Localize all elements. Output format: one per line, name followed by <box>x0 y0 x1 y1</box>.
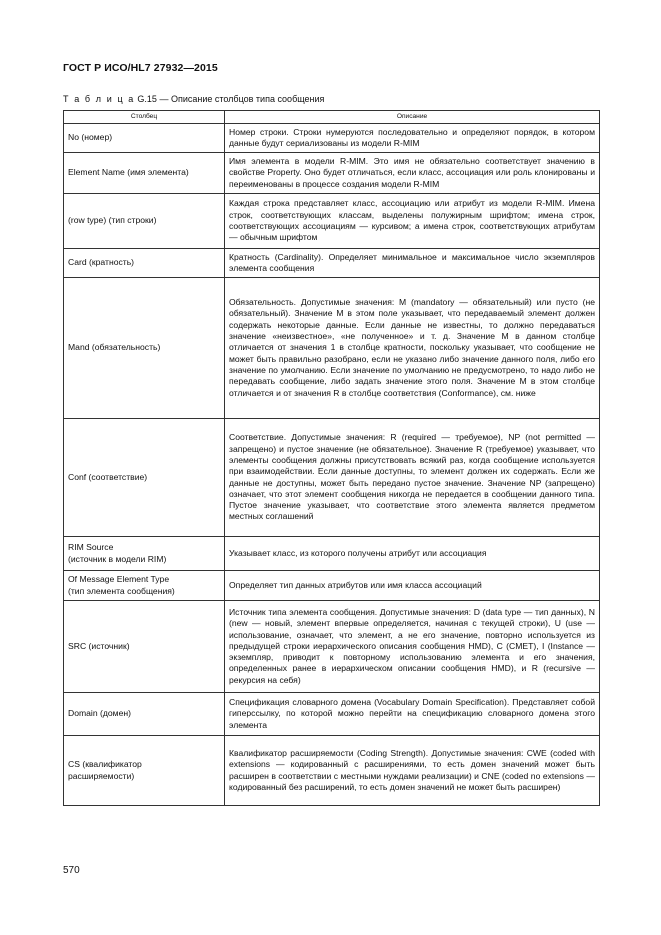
message-type-columns-table <box>63 110 600 806</box>
row-column-name: Domain (домен) <box>64 693 225 736</box>
document-header: ГОСТ Р ИСО/HL7 27932—2015 <box>63 62 218 74</box>
row-description: Источник типа элемента сообщения. Допустимые значения: D (data type — тип данных), N (new — новый, элемент впервые определяется, начиная с текущей строки), U (use — использование, означает, что элемент, а не его значение, повторно используется из предыдущей строки иерархического описания сообщения HMD), C (CMET), I (Instance — экземпляр, приводит к повторному использованию элемента и его значения, определенных ранее в иерархическом описании сообщения HMD), и R (recursive — рекурсия на себя) <box>225 601 600 693</box>
row-column-name: (row type) (тип строки) <box>64 194 225 249</box>
row-description: Квалификатор расширяемости (Coding Strength). Допустимые значения: CWE (coded with extensions — кодированный с расширениями, то есть домен значений может быть расширен в соответствии с местными нуждами реализации) и CNE (coded no extensions — кодированный без расширений, то есть домен значений не может быть расширен) <box>225 736 600 806</box>
table-row <box>64 194 600 249</box>
page-number: 570 <box>63 865 80 876</box>
row-description: Кратность (Cardinality). Определяет минимальное и максимальное число экземпляров элемента сообщения <box>225 249 600 278</box>
row-description: Номер строки. Строки нумеруются последовательно и определяют порядок, в котором данные будут сериализованы из модели R-MIM <box>225 124 600 153</box>
table-caption-label: Т а б л и ц а <box>63 94 135 104</box>
table-row <box>64 153 600 194</box>
row-column-name: Card (кратность) <box>64 249 225 278</box>
table-caption-title: — Описание столбцов типа сообщения <box>156 94 325 104</box>
row-column-name: CS (квалификатор расширяемости) <box>64 736 225 806</box>
table-row <box>64 249 600 278</box>
table-caption-number: G.15 <box>137 94 157 104</box>
row-description: Определяет тип данных атрибутов или имя класса ассоциаций <box>225 571 600 601</box>
row-column-name: RIM Source (источник в модели RIM) <box>64 537 225 571</box>
column-header-description: Описание <box>225 111 600 124</box>
table-row <box>64 571 600 601</box>
table-row <box>64 601 600 693</box>
row-description: Спецификация словарного домена (Vocabulary Domain Specification). Представляет собой гиперссылку, по которой можно перейти на спецификацию словарного домена этого элемента <box>225 693 600 736</box>
table-header-row <box>64 111 600 124</box>
row-description: Каждая строка представляет класс, ассоциацию или атрибут из модели R-MIM. Имена строк, соответствующих классам, выделены полужирным шрифтом; имена строк, соответствующих ассоциациям — курсивом; а имена строк, соответствующих атрибутам — обычным шрифтом <box>225 194 600 249</box>
table-row <box>64 419 600 537</box>
row-column-name: Of Message Element Type (тип элемента сообщения) <box>64 571 225 601</box>
row-description: Имя элемента в модели R-MIM. Это имя не обязательно соответствует значению в свойстве Property. Оно будет отличаться, если класс, ассоциация или роль клонированы и переименованы в процессе создания модели R-MIM <box>225 153 600 194</box>
row-column-name: Element Name (имя элемента) <box>64 153 225 194</box>
table-row <box>64 537 600 571</box>
table-row <box>64 124 600 153</box>
table-row <box>64 278 600 419</box>
row-description: Соответствие. Допустимые значения: R (required — требуемое), NP (not permitted — запрещено) и пустое значение (не обязательное). Значение R (требуемое) указывает, что элементы сообщения должны присутствовать всякий раз, когда сообщение используется при взаимодействии. Если данные доступны, то элемент должен их содержать. Если же данные не доступны, может быть передано пустое значение. Значение NP (запрещено) означает, что этот элемент сообщения никогда не передается в сообщении данного типа. Пустое значение указывает, что соответствие этого элемента является предметом местных соглашений <box>225 419 600 537</box>
column-header-column: Столбец <box>64 111 225 124</box>
row-column-name: SRC (источник) <box>64 601 225 693</box>
table-row <box>64 736 600 806</box>
row-description: Указывает класс, из которого получены атрибут или ассоциация <box>225 537 600 571</box>
table-row <box>64 693 600 736</box>
table-caption <box>63 94 324 104</box>
row-column-name: Conf (соответствие) <box>64 419 225 537</box>
row-column-name: No (номер) <box>64 124 225 153</box>
row-column-name: Mand (обязательность) <box>64 278 225 419</box>
row-description: Обязательность. Допустимые значения: M (mandatory — обязательный) или пусто (не обязательный). Значение M в этом поле указывает, что передаваемый элемент должен содержать некоторые данные. Если данные не известны, то должно передаваться значение «неизвестное», «не полученное» и т. д. Значение M в данном столбце отличается от значения 1 в столбце кратности, поскольку указывает, что сообщение не может быть правильно разобрано, если не указано либо значение данного поля, либо его значение по умолчанию. Если значение по умолчанию не предусмотрено, то надо либо не передавать сообщение, либо задать значение этого поля. Значение M в этом столбце отличается и от значения R в столбце соответствия (Conformance), см. ниже <box>225 278 600 419</box>
